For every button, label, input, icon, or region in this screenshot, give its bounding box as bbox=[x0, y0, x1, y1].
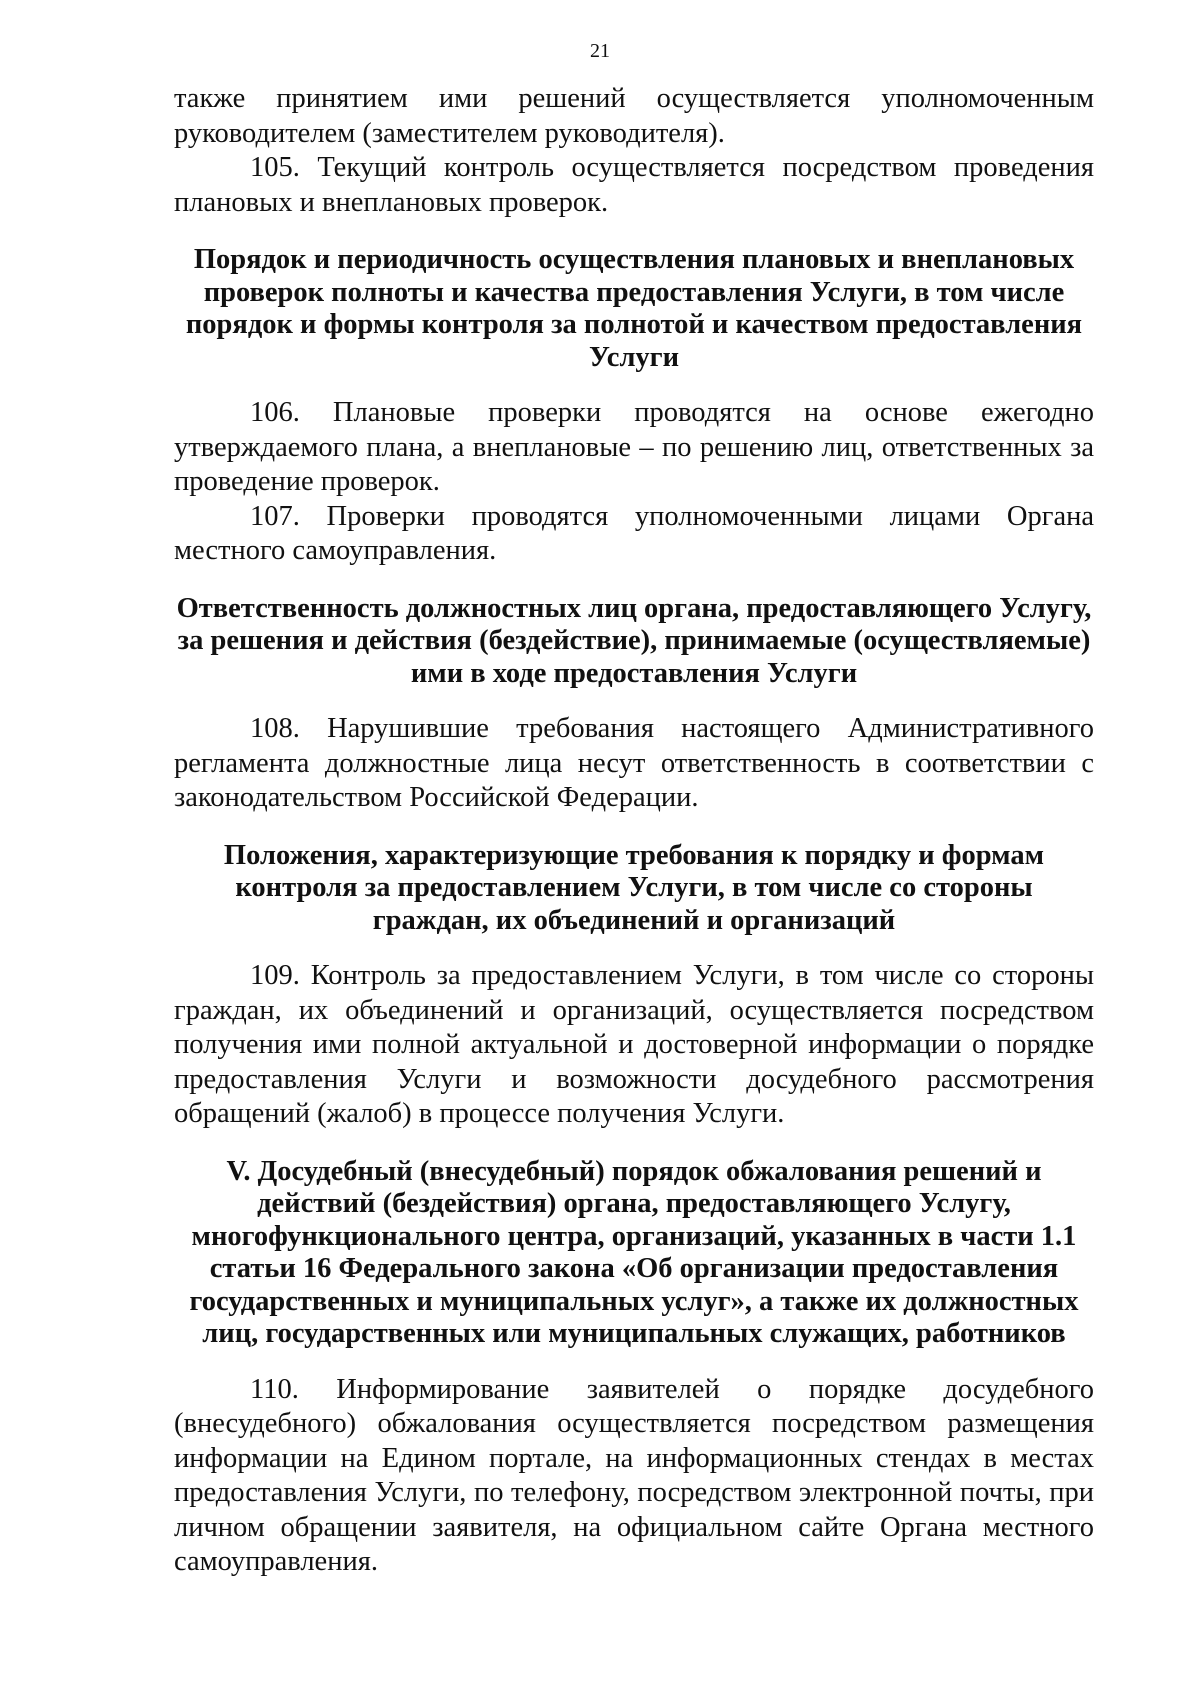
document-body bbox=[174, 82, 1094, 1580]
paragraph-109: 109. Контроль за предоставлением Услуги, в том числе со стороны граждан, их объединений и организаций, осуществляется посредством получения ими полной актуальной и достоверной информации о порядке предоставления Услуги и возможности досудебного рассмотрения обращений (жалоб) в процессе получения Услуги. bbox=[174, 960, 1094, 1129]
section-heading-inspections: Порядок и периодичность осуществления плановых и внеплановых проверок полноты и качества предоставления Услуги, в том числе порядок и формы контроля за полнотой и качеством предоставления Услуги bbox=[185, 244, 1083, 373]
paragraph-105: 105. Текущий контроль осуществляется посредством проведения плановых и внеплановых проверок. bbox=[174, 152, 1094, 218]
section-heading-responsibility: Ответственность должностных лиц органа, предоставляющего Услугу, за решения и действия (бездействие), принимаемые (осуществляемые) ими в ходе предоставления Услуги bbox=[176, 592, 1092, 689]
paragraph-108: 108. Нарушившие требования настоящего Административного регламента должностные лица несут ответственность в соответствии с законодательством Российской Федерации. bbox=[174, 713, 1094, 813]
paragraph-110: 110. Информирование заявителей о порядке досудебного (внесудебного) обжалования осуществляется посредством размещения информации на Едином портале, на информационных стендах в местах предоставления Услуги, по телефону, посредством электронной почты, при личном обращении заявителя, на официальном сайте Органа местного самоуправления. bbox=[174, 1373, 1094, 1577]
paragraph-106: 106. Плановые проверки проводятся на основе ежегодно утверждаемого плана, а внеплановые – по решению лиц, ответственных за проведение проверок. bbox=[174, 397, 1094, 497]
section-heading-control-provisions: Положения, характеризующие требования к порядку и формам контроля за предоставлением Услуги, в том числе со стороны граждан, их объединений и организаций bbox=[223, 839, 1045, 936]
paragraph-continuation: также принятием ими решений осуществляется уполномоченным руководителем (заместителем руководителя). bbox=[174, 83, 1094, 149]
page-number: 21 bbox=[590, 40, 610, 62]
paragraph-107: 107. Проверки проводятся уполномоченными лицами Органа местного самоуправления. bbox=[174, 500, 1094, 566]
chapter-heading-v: V. Досудебный (внесудебный) порядок обжалования решений и действий (бездействия) органа, предоставляющего Услугу, многофункционального центра, организаций, указанных в части 1.1 статьи 16 Федерального закона «Об организации предоставления государственных и муниципальных услуг», а также их должностных лиц, государственных или муниципальных служащих, работников bbox=[189, 1155, 1079, 1349]
